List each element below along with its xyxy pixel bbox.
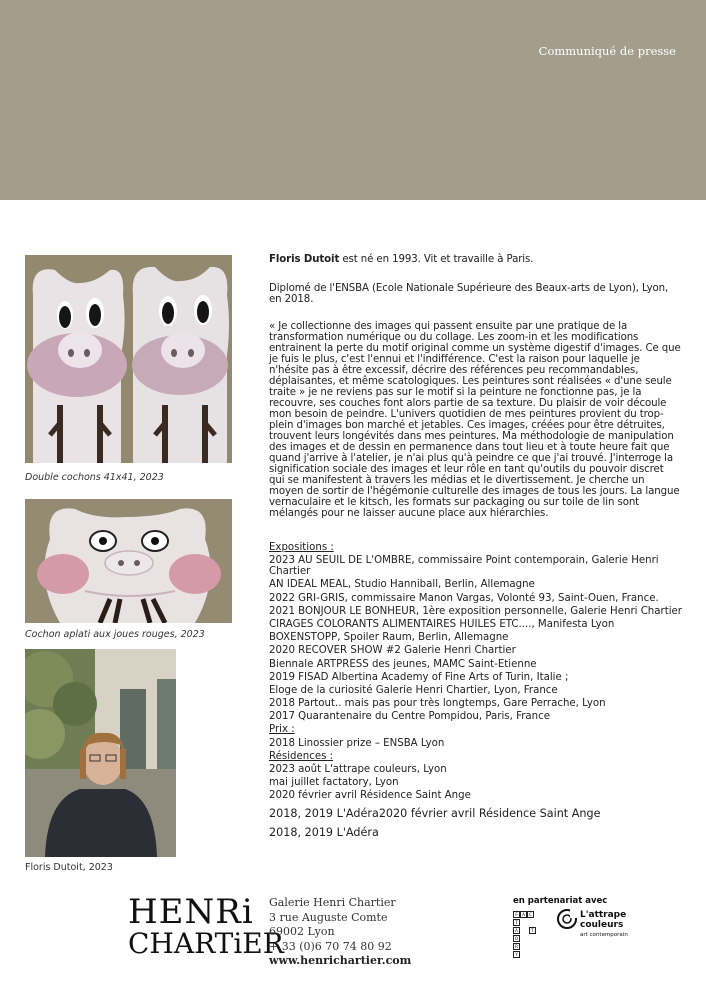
gallery-address [269, 896, 411, 969]
residence-extra-item: 2018, 2019 L'Adéra2020 février avril Résidence Saint Ange [269, 807, 601, 821]
exposition-item: 2022 GRI-GRIS, commissaire Manon Vargas, Volonté 93, Saint-Ouen, France. [269, 592, 659, 604]
artist-portrait-photo [25, 649, 176, 857]
artwork-caption-2: Cochon aplati aux joues rouges, 2023 [25, 629, 205, 640]
cv-section [269, 542, 689, 842]
factatory-letter: A [513, 927, 520, 934]
factatory-letter: O [513, 935, 520, 942]
gallery-phone: + 33 (0)6 70 74 80 92 [269, 939, 392, 953]
attrape-couleurs-icon [556, 908, 578, 930]
attrape-sub: art contemporain [580, 932, 628, 938]
artist-name: Floris Dutoit [269, 254, 340, 265]
attrape-name: L'attrape couleurs [580, 910, 627, 930]
artwork-caption-1: Double cochons 41x41, 2023 [25, 472, 164, 483]
logo-line-2: CHARTiER [128, 927, 284, 960]
exposition-item: 2023 AU SEUIL DE L'OMBRE, commissaire Point contemporain, Galerie Henri Chartier [269, 555, 659, 578]
residence-extra-item: 2018, 2019 L'Adéra [269, 826, 379, 840]
exposition-item: BOXENSTOPP, Spoiler Raum, Berlin, Allemagne [269, 632, 509, 644]
factatory-logo [513, 911, 537, 959]
factatory-letter: A [520, 911, 527, 918]
gallery-name: Galerie Henri Chartier [269, 896, 396, 909]
exposition-item: 2020 RECOVER SHOW #2 Galerie Henri Chartier [269, 645, 516, 657]
gallery-website-link[interactable]: www.henrichartier.com [269, 954, 412, 967]
exposition-item: Biennale ARTPRESS des jeunes, MAMC Saint-Etienne [269, 658, 537, 670]
factatory-letter: C [527, 911, 534, 918]
artwork-double-cochons [25, 255, 232, 463]
artwork-cochon-aplati [25, 499, 232, 623]
residence-item: 2020 février avril Résidence Saint Ange [269, 790, 471, 802]
exposition-item: 2019 FISAD Albertina Academy of Fine Arts of Turin, Italie ; [269, 671, 569, 683]
exposition-item: 2017 Quarantenaire du Centre Pompidou, Paris, France [269, 711, 550, 723]
prix-heading: Prix : [269, 724, 295, 736]
logo-line-1: HENRi [128, 892, 254, 932]
residence-item: 2023 août L'attrape couleurs, Lyon [269, 764, 447, 775]
prix-item: 2018 Linossier prize – ENSBA Lyon [269, 737, 445, 749]
exposition-item: Eloge de la curiosité Galerie Henri Chartier, Lyon, France [269, 684, 558, 696]
factatory-letter: Y [513, 951, 520, 958]
residence-item: mai juillet factatory, Lyon [269, 777, 399, 789]
gallery-street: 3 rue Auguste Comte [269, 910, 388, 924]
exposition-item: AN IDEAL MEAL, Studio Hanniball, Berlin, Allemagne [269, 579, 535, 591]
factatory-letter: T [529, 927, 536, 934]
artist-statement: « Je collectionne des images qui passent ensuite par une pratique de la transformation numérique ou du collage. Les zoom-in et les modifications entrainent la perte du motif original comme un système digestif d'images. Ce que je fuis le plus, c'est l'ennui et l'indifférence. C'est la raison pour laquelle je n'hésite pas à être excessif, décrire des références peu recommandables, déplaisantes, et même scatologiques. Les peintures sont réalisées « d'une seule traite » je ne reviens pas sur le motif si la peinture ne fonctionne pas, je la recouvre, ses couches font alors partie de sa texture. Du plaisir de voir découle mon besoin de peindre. L'univers quotidien de mes peintures provient du trop-plein d'images bon marché et jetables. Ces images, créées pour être détruites, trouvent leurs longévités dans mes peintures. Ma méthodologie de manipulation des images et de dessin en permanence dans tout lieu et à toute heure fait que quand j'arrive à l'atelier, je n'ai plus qu'à peindre ce que j'ai trouvé. J'interroge la signification sociale des images et leur rôle en tant qu'outils du pouvoir discret qui se manifestent à travers les médias et le divertissement. Je cherche un moyen de sortir de l'hégémonie culturelle des images de tous les jours. La langue vernaculaire et le kitsch, les formats sur packaging ou sur toile de lin sont mélangés pour ne laisser aucune place aux hiérarchies. [269, 321, 681, 519]
bio-education: Diplomé de l'ENSBA (Ecole Nationale Supérieure des Beaux-arts de Lyon), Lyon, en 2018. [269, 283, 669, 305]
partner-label: en partenariat avec [513, 896, 608, 906]
artwork-caption-3: Floris Dutoit, 2023 [25, 862, 113, 873]
residences-heading: Résidences : [269, 750, 334, 762]
gallery-logo [128, 892, 284, 960]
press-release-label: Communiqué de presse [538, 44, 676, 58]
factatory-letter: R [513, 943, 520, 950]
expositions-heading: Expositions : [269, 542, 334, 553]
gallery-city: 69002 Lyon [269, 925, 335, 938]
attrape-couleurs-logo [556, 908, 628, 938]
bio-intro [269, 254, 681, 265]
exposition-item: 2018 Partout.. mais pas pour très longtemps, Gare Perrache, Lyon [269, 698, 606, 710]
bio-intro-rest: est né en 1993. Vit et travaille à Paris. [339, 254, 534, 265]
exposition-item: CIRAGES COLORANTS ALIMENTAIRES HUILES ETC...., Manifesta Lyon [269, 618, 615, 630]
exposition-item: 2021 BONJOUR LE BONHEUR, 1ère exposition personnelle, Galerie Henri Chartier [269, 605, 682, 617]
factatory-letter: T [513, 919, 520, 926]
factatory-letter: F [513, 911, 520, 918]
header-banner [0, 0, 706, 200]
